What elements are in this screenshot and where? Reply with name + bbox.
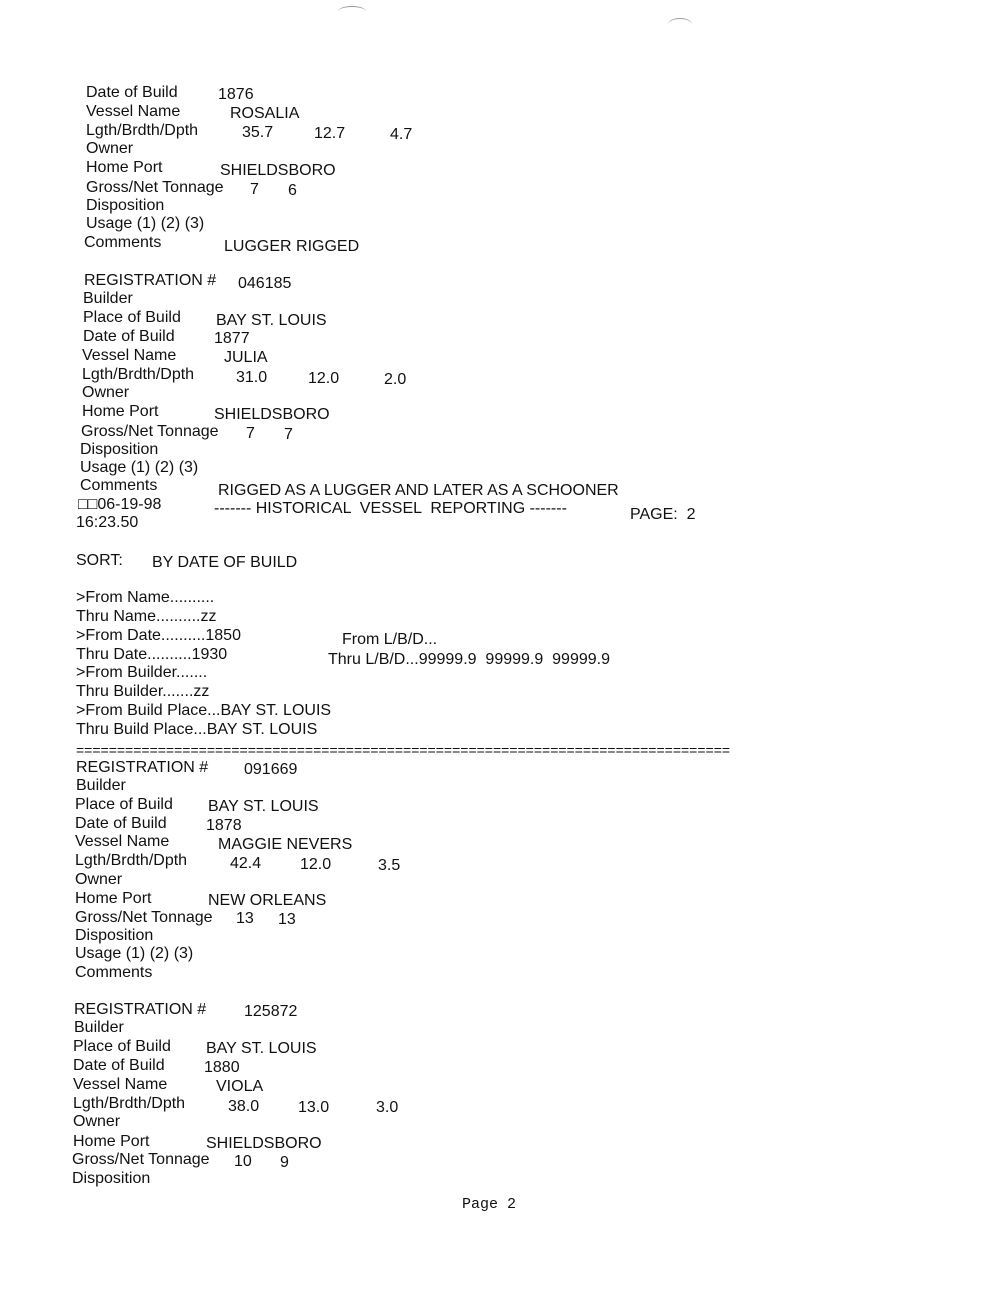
separator-rule: ================================================================================ xyxy=(76,744,731,758)
value-length: 42.4 xyxy=(230,855,262,872)
label-tonnage: Gross/Net Tonnage xyxy=(81,423,219,440)
lbd-from-criteria: From L/B/D... xyxy=(342,631,438,648)
criteria-line: >From Name.......... xyxy=(76,589,215,606)
label-place-of-build: Place of Build xyxy=(75,796,173,813)
value-length: 31.0 xyxy=(236,369,268,386)
sort-value: BY DATE OF BUILD xyxy=(152,554,298,571)
criteria-line: Thru Build Place...BAY ST. LOUIS xyxy=(76,721,318,738)
value-home-port: SHIELDSBORO xyxy=(220,162,336,179)
label-builder: Builder xyxy=(74,1019,124,1036)
label-owner: Owner xyxy=(75,871,123,888)
value-breadth: 13.0 xyxy=(298,1099,330,1116)
value-gross-tonnage: 7 xyxy=(250,181,259,198)
label-comments: Comments xyxy=(80,477,158,494)
value-breadth: 12.0 xyxy=(300,856,332,873)
label-comments: Comments xyxy=(75,964,153,981)
value-registration: 091669 xyxy=(244,761,298,778)
value-place-of-build: BAY ST. LOUIS xyxy=(206,1040,317,1057)
criteria-line: >From Date..........1850 xyxy=(76,627,241,644)
value-place-of-build: BAY ST. LOUIS xyxy=(208,798,319,815)
label-usage: Usage (1) (2) (3) xyxy=(75,945,194,962)
value-date-of-build: 1878 xyxy=(206,817,242,834)
label-tonnage: Gross/Net Tonnage xyxy=(86,179,224,196)
value-depth: 4.7 xyxy=(390,126,413,143)
value-breadth: 12.7 xyxy=(314,125,346,142)
label-home-port: Home Port xyxy=(86,159,163,176)
label-place-of-build: Place of Build xyxy=(83,309,181,326)
sort-label: SORT: xyxy=(76,552,123,569)
label-registration: REGISTRATION # xyxy=(76,759,209,776)
label-dimensions: Lgth/Brdth/Dpth xyxy=(86,122,199,139)
lbd-thru-criteria: Thru L/B/D...99999.9 99999.9 99999.9 xyxy=(328,651,610,668)
label-place-of-build: Place of Build xyxy=(73,1038,171,1055)
label-dimensions: Lgth/Brdth/Dpth xyxy=(73,1095,186,1112)
value-date-of-build: 1876 xyxy=(218,86,254,103)
label-home-port: Home Port xyxy=(82,403,159,420)
criteria-line: Thru Date..........1930 xyxy=(76,646,228,663)
value-vessel-name: MAGGIE NEVERS xyxy=(218,836,353,853)
label-comments: Comments xyxy=(84,234,162,251)
label-home-port: Home Port xyxy=(73,1133,150,1150)
value-date-of-build: 1877 xyxy=(214,330,250,347)
scan-mark xyxy=(668,18,692,31)
value-place-of-build: BAY ST. LOUIS xyxy=(216,312,327,329)
value-depth: 2.0 xyxy=(384,371,407,388)
value-length: 38.0 xyxy=(228,1098,260,1115)
value-net-tonnage: 13 xyxy=(278,911,296,928)
value-net-tonnage: 6 xyxy=(288,182,297,199)
value-comments: RIGGED AS A LUGGER AND LATER AS A SCHOONER xyxy=(218,482,619,499)
label-dimensions: Lgth/Brdth/Dpth xyxy=(75,852,188,869)
criteria-line: Thru Builder.......zz xyxy=(76,683,210,700)
value-net-tonnage: 7 xyxy=(284,426,293,443)
value-comments: LUGGER RIGGED xyxy=(224,238,360,255)
value-breadth: 12.0 xyxy=(308,370,340,387)
report-date: □□06-19-98 xyxy=(78,496,162,513)
label-vessel-name: Vessel Name xyxy=(82,347,177,364)
value-registration: 125872 xyxy=(244,1003,298,1020)
label-date-of-build: Date of Build xyxy=(86,84,178,101)
value-depth: 3.0 xyxy=(376,1099,399,1116)
value-gross-tonnage: 7 xyxy=(246,425,255,442)
label-owner: Owner xyxy=(73,1113,121,1130)
label-builder: Builder xyxy=(83,290,133,307)
label-registration: REGISTRATION # xyxy=(74,1001,207,1018)
label-vessel-name: Vessel Name xyxy=(75,833,170,850)
value-net-tonnage: 9 xyxy=(280,1154,289,1171)
label-date-of-build: Date of Build xyxy=(83,328,175,345)
label-registration: REGISTRATION # xyxy=(84,272,217,289)
label-home-port: Home Port xyxy=(75,890,152,907)
value-home-port: SHIELDSBORO xyxy=(214,406,330,423)
label-usage: Usage (1) (2) (3) xyxy=(80,459,199,476)
criteria-line: >From Build Place...BAY ST. LOUIS xyxy=(76,702,332,719)
value-vessel-name: ROSALIA xyxy=(230,105,300,122)
report-title: ------- HISTORICAL VESSEL REPORTING ------- xyxy=(214,500,567,517)
label-vessel-name: Vessel Name xyxy=(73,1076,168,1093)
label-tonnage: Gross/Net Tonnage xyxy=(75,909,213,926)
value-gross-tonnage: 10 xyxy=(234,1153,252,1170)
scan-mark xyxy=(338,6,366,17)
label-vessel-name: Vessel Name xyxy=(86,103,181,120)
value-date-of-build: 1880 xyxy=(204,1059,240,1076)
criteria-line: Thru Name..........zz xyxy=(76,608,217,625)
value-registration: 046185 xyxy=(238,275,292,292)
label-disposition: Disposition xyxy=(72,1170,151,1187)
page-indicator: PAGE: 2 xyxy=(630,506,696,523)
label-builder: Builder xyxy=(76,777,126,794)
label-owner: Owner xyxy=(82,384,130,401)
label-owner: Owner xyxy=(86,140,134,157)
report-time: 16:23.50 xyxy=(76,514,139,531)
value-home-port: NEW ORLEANS xyxy=(208,892,327,909)
label-usage: Usage (1) (2) (3) xyxy=(86,215,205,232)
value-length: 35.7 xyxy=(242,124,274,141)
label-disposition: Disposition xyxy=(80,441,159,458)
value-vessel-name: VIOLA xyxy=(216,1078,264,1095)
value-vessel-name: JULIA xyxy=(224,349,268,366)
label-date-of-build: Date of Build xyxy=(75,815,167,832)
criteria-line: >From Builder....... xyxy=(76,664,208,681)
label-disposition: Disposition xyxy=(75,927,154,944)
value-gross-tonnage: 13 xyxy=(236,910,254,927)
label-disposition: Disposition xyxy=(86,197,165,214)
value-depth: 3.5 xyxy=(378,857,401,874)
label-dimensions: Lgth/Brdth/Dpth xyxy=(82,366,195,383)
label-date-of-build: Date of Build xyxy=(73,1057,165,1074)
value-home-port: SHIELDSBORO xyxy=(206,1135,322,1152)
page-footer: Page 2 xyxy=(462,1196,517,1213)
label-tonnage: Gross/Net Tonnage xyxy=(72,1151,210,1168)
